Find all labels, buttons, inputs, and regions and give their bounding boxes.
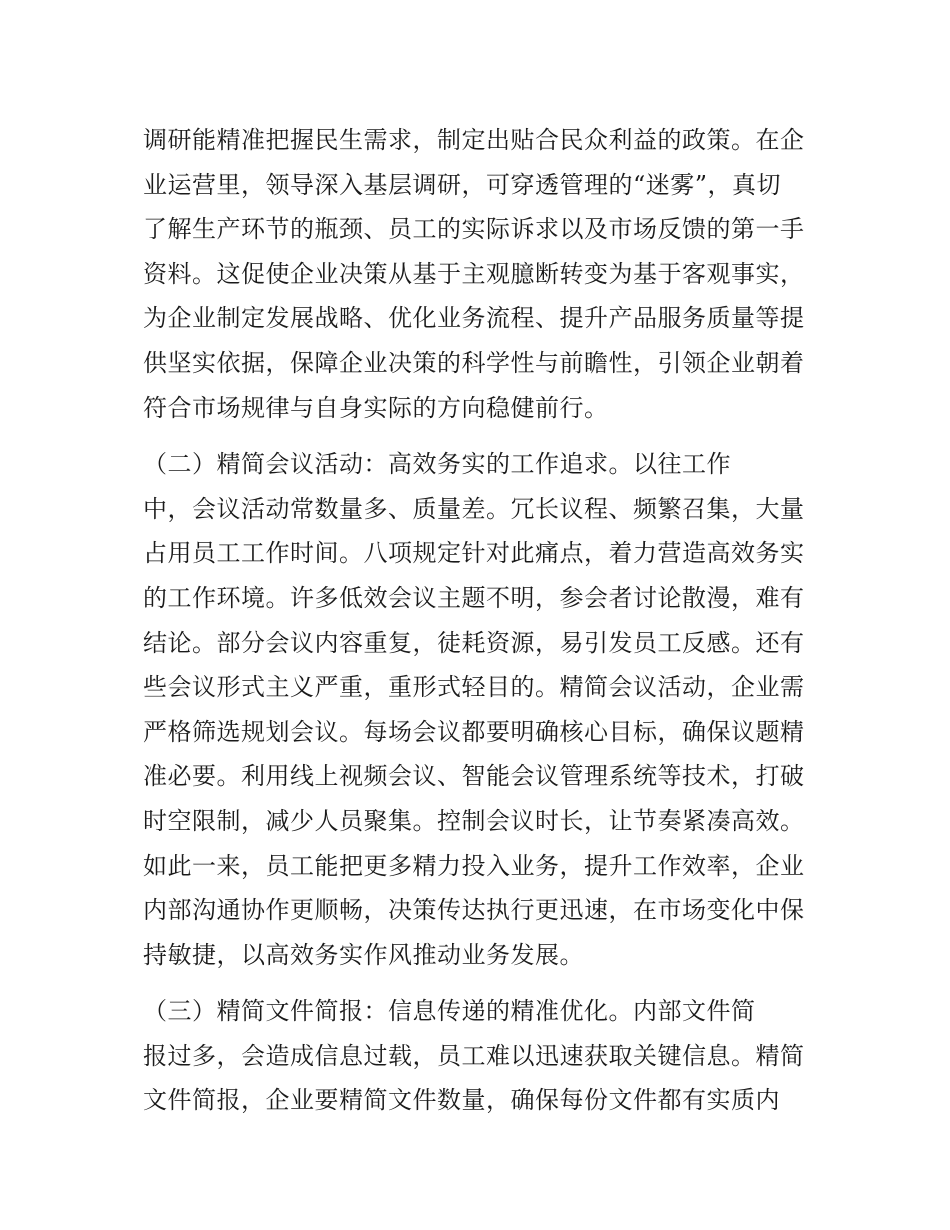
text-line: 持敏捷，以高效务实作风推动业务发展。 [143, 940, 584, 969]
text-line: 报过多，会造成信息过载，员工难以迅速获取关键信息。精简 [143, 1041, 805, 1070]
text-line: 了解生产环节的瓶颈、员工的实际诉求以及市场反馈的第一手 [143, 215, 805, 244]
text-line: 供坚实依据，保障企业决策的科学性与前瞻性，引领企业朝着 [143, 348, 805, 377]
text-line: 时空限制，减少人员聚集。控制会议时长，让节奏紧凑高效。 [143, 806, 805, 835]
text-line: 结论。部分会议内容重复，徒耗资源，易引发员工反感。还有 [143, 628, 805, 657]
section-heading-line: （二）精简会议活动：高效务实的工作追求。以往工作 [143, 450, 731, 479]
text-line: 准必要。利用线上视频会议、智能会议管理系统等技术，打破 [143, 762, 805, 791]
text-line: 内部沟通协作更顺畅，决策传达执行更迅速，在市场变化中保 [143, 896, 805, 925]
text-line: 符合市场规律与自身实际的方向稳健前行。 [143, 393, 609, 422]
text-line: 中，会议活动常数量多、质量差。冗长议程、频繁召集，大量 [143, 494, 805, 523]
text-line: 如此一来，员工能把更多精力投入业务，提升工作效率，企业 [143, 851, 805, 880]
paragraph-spacer [143, 430, 823, 442]
text-line: 占用员工工作时间。八项规定针对此痛点，着力营造高效务实 [143, 539, 805, 568]
text-line: 文件简报，企业要精简文件数量，确保每份文件都有实质内 [143, 1086, 780, 1115]
paragraph-section-3-documents [143, 989, 823, 1123]
text-line: 严格筛选规划会议。每场会议都要明确核心目标，确保议题精 [143, 717, 805, 746]
text-line: 为企业制定发展战略、优化业务流程、提升产品服务质量等提 [143, 304, 805, 333]
paragraph-section-2-meetings [143, 442, 823, 977]
paragraph-spacer [143, 977, 823, 989]
text-line: 业运营里，领导深入基层调研，可穿透管理的“迷雾”，真切 [143, 170, 782, 199]
paragraph-intro-continuation [143, 118, 823, 430]
text-line: 调研能精准把握民生需求，制定出贴合民众利益的政策。在企 [143, 126, 805, 154]
text-line: 些会议形式主义严重，重形式轻目的。精简会议活动，企业需 [143, 673, 805, 702]
text-line: 资料。这促使企业决策从基于主观臆断转变为基于客观事实， [143, 259, 805, 288]
text-line: 的工作环境。许多低效会议主题不明，参会者讨论散漫，难有 [143, 583, 805, 612]
document-body [143, 118, 823, 1123]
section-heading-line: （三）精简文件简报：信息传递的精准优化。内部文件简 [143, 997, 756, 1026]
